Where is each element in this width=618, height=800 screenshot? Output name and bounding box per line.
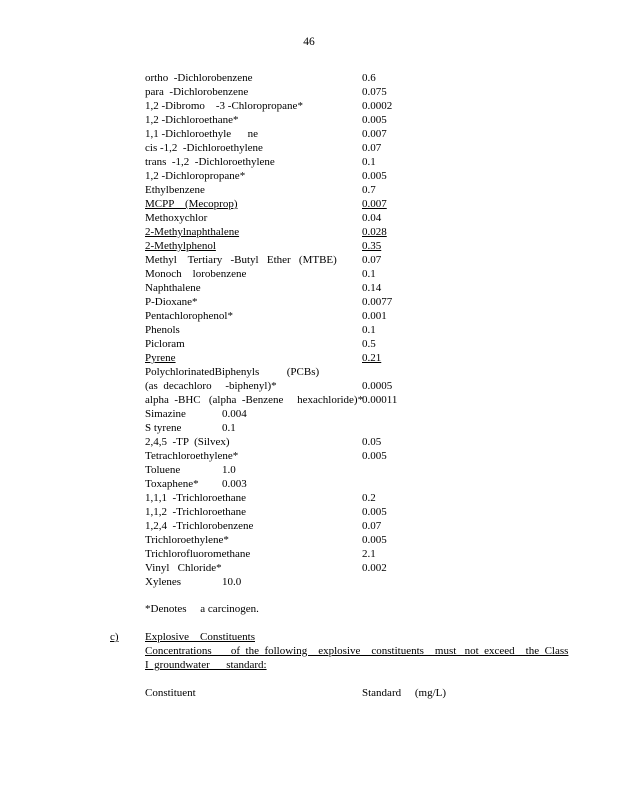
standard-value: 0.07 bbox=[362, 520, 382, 532]
standard-value: 0.005 bbox=[362, 114, 387, 126]
standard-value: 2.1 bbox=[362, 548, 376, 560]
constituent-name: Ethylbenzene bbox=[145, 184, 205, 196]
standard-value: 0.001 bbox=[362, 310, 387, 322]
constituent-name: Tetrachloroethylene* bbox=[145, 450, 239, 462]
constituent-name: Phenols bbox=[145, 324, 180, 336]
page-number: 46 bbox=[303, 36, 315, 48]
constituent-name: 1,2,4 -Trichlorobenzene bbox=[145, 520, 254, 532]
standard-value: 0.005 bbox=[362, 534, 387, 546]
constituent-name: P-Dioxane* bbox=[145, 296, 198, 308]
constituent-name: 1,1,2 -Trichloroethane bbox=[145, 506, 247, 518]
standard-value: 0.1 bbox=[362, 324, 376, 336]
constituent-name: Xylenes bbox=[145, 576, 182, 588]
standard-value: 0.0005 bbox=[362, 380, 393, 392]
standard-value: 0.14 bbox=[362, 282, 382, 294]
constituent-name: Picloram bbox=[145, 338, 185, 350]
constituent-name: Methoxychlor bbox=[145, 212, 208, 224]
constituent-name: Simazine bbox=[145, 408, 186, 420]
constituent-name: Toxaphene* bbox=[145, 478, 199, 490]
constituent-name: Pyrene bbox=[145, 352, 176, 364]
constituent-name: S tyrene bbox=[145, 422, 182, 434]
constituent-name: Trichloroethylene* bbox=[145, 534, 229, 546]
section-text-line: Concentrations of the following explosive constituents must not exceed the Class bbox=[145, 645, 569, 657]
constituent-name: 2,4,5 -TP (Silvex) bbox=[145, 436, 230, 448]
constituent-name: 2-Methylphenol bbox=[145, 240, 216, 252]
section-text-line: I groundwater standard: bbox=[145, 659, 267, 671]
standard-value: 0.7 bbox=[362, 184, 376, 196]
constituent-name: Vinyl Chloride* bbox=[145, 562, 222, 574]
standard-value: 0.0002 bbox=[362, 100, 393, 112]
constituent-name: MCPP (Mecoprop) bbox=[145, 198, 238, 210]
standard-value: 0.005 bbox=[362, 506, 387, 518]
standard-value: 0.075 bbox=[362, 86, 387, 98]
constituent-name: Pentachlorophenol* bbox=[145, 310, 233, 322]
constituent-name: alpha -BHC (alpha -Benzene hexachloride)* bbox=[145, 394, 364, 406]
standard-value: 0.0077 bbox=[362, 296, 393, 308]
constituent-name: Methyl Tertiary -Butyl Ether (MTBE) bbox=[145, 254, 337, 266]
standard-value: 0.002 bbox=[362, 562, 387, 574]
constituent-name: PolychlorinatedBiphenyls (PCBs) bbox=[145, 366, 320, 378]
standard-value: 0.005 bbox=[362, 170, 387, 182]
standard-value: 0.028 bbox=[362, 226, 387, 238]
standard-value: 0.05 bbox=[362, 436, 382, 448]
standard-value: 0.21 bbox=[362, 352, 382, 364]
constituent-name: 1,2 -Dibromo -3 -Chloropropane* bbox=[145, 100, 303, 112]
constituent-name: 2-Methylnaphthalene bbox=[145, 226, 240, 238]
standard-value: 0.5 bbox=[362, 338, 376, 350]
standard-value: 0.004 bbox=[222, 408, 247, 420]
section-label: c) bbox=[110, 631, 119, 643]
standard-value: 0.04 bbox=[362, 212, 382, 224]
standard-value: 0.003 bbox=[222, 478, 247, 490]
footnote: *Denotes a carcinogen. bbox=[145, 603, 259, 615]
constituent-name: Naphthalene bbox=[145, 282, 201, 294]
standard-value: 0.1 bbox=[362, 268, 376, 280]
constituent-name: 1,2 -Dichloroethane* bbox=[145, 114, 239, 126]
constituent-name: ortho -Dichlorobenzene bbox=[145, 72, 253, 84]
standard-value: 1.0 bbox=[222, 464, 236, 476]
standard-value: 0.1 bbox=[222, 422, 236, 434]
standard-value: 0.35 bbox=[362, 240, 382, 252]
column-header-standard: Standard (mg/L) bbox=[362, 687, 447, 699]
standard-value: 0.00011 bbox=[362, 394, 398, 406]
constituent-name: Toluene bbox=[145, 464, 181, 476]
constituent-name: cis -1,2 -Dichloroethylene bbox=[145, 142, 263, 154]
constituent-name: 1,2 -Dichloropropane* bbox=[145, 170, 246, 182]
section-heading: Explosive Constituents bbox=[145, 631, 255, 643]
standard-value: 0.1 bbox=[362, 156, 376, 168]
constituent-name: Trichlorofluoromethane bbox=[145, 548, 251, 560]
standard-value: 0.07 bbox=[362, 142, 382, 154]
standard-value: 10.0 bbox=[222, 576, 242, 588]
constituent-name: Monoch lorobenzene bbox=[145, 268, 247, 280]
standard-value: 0.007 bbox=[362, 128, 387, 140]
constituent-name: para -Dichlorobenzene bbox=[145, 86, 249, 98]
standard-value: 0.6 bbox=[362, 72, 376, 84]
constituent-name: (as decachloro -biphenyl)* bbox=[145, 380, 277, 392]
standard-value: 0.007 bbox=[362, 198, 387, 210]
column-header-constituent: Constituent bbox=[145, 687, 196, 699]
standard-value: 0.005 bbox=[362, 450, 387, 462]
constituent-name: 1,1,1 -Trichloroethane bbox=[145, 492, 247, 504]
constituent-name: 1,1 -Dichloroethyle ne bbox=[145, 128, 259, 140]
standard-value: 0.2 bbox=[362, 492, 376, 504]
standard-value: 0.07 bbox=[362, 254, 382, 266]
constituent-name: trans -1,2 -Dichloroethylene bbox=[145, 156, 275, 168]
